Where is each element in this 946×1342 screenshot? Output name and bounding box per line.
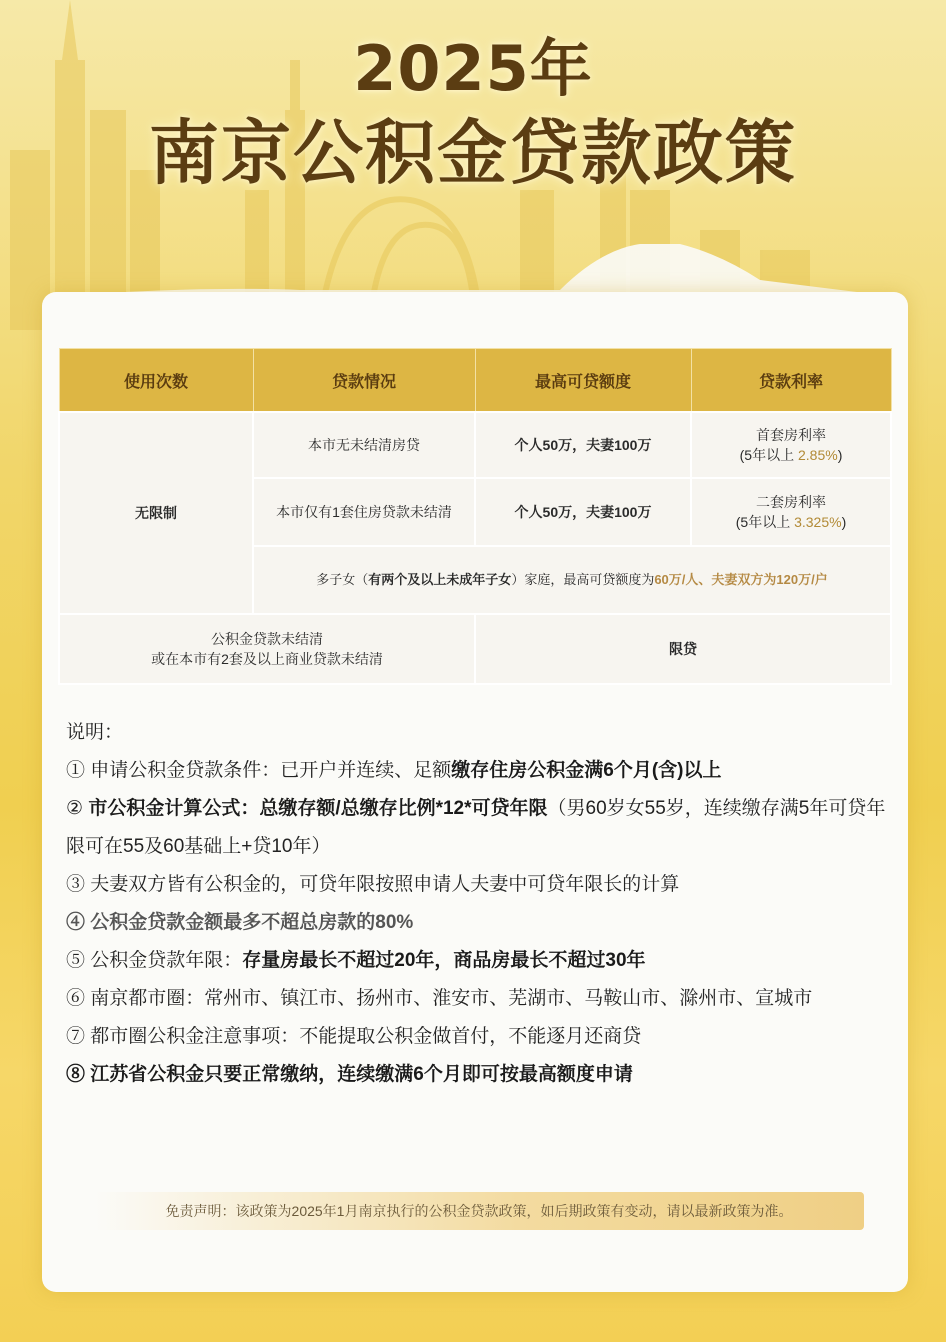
multi-child-part3: ）家庭，最高可贷额度为 — [511, 572, 655, 587]
rate-detail-1 — [693, 445, 889, 465]
cell-multi-child — [253, 546, 891, 614]
header-max-amount: 最高可贷额度 — [475, 349, 691, 413]
note-1-bold: 缴存住房公积金满6个月(含)以上 — [451, 760, 722, 781]
note-5-bold: 存量房最长不超过20年，商品房最长不超过30年 — [242, 950, 646, 971]
cell-amount-2: 个人50万，夫妻100万 — [475, 478, 691, 546]
header-loan-situation: 贷款情况 — [253, 349, 475, 413]
table-row — [59, 412, 891, 478]
note-item-8: ⑧ 江苏省公积金只要正常缴纳，连续缴满6个月即可按最高额度申请 — [66, 1064, 633, 1085]
rate-value-1: 2.85% — [797, 447, 838, 463]
policy-card — [42, 292, 908, 1292]
rate-value-2: 3.325% — [794, 514, 842, 530]
title-block — [0, 30, 946, 198]
note-2-bold: 市公积金计算公式：总缴存额/总缴存比例*12*可贷年限 — [88, 798, 548, 819]
multi-child-part1: 多子女（ — [316, 572, 369, 587]
rate-title-2: 二套房利率 — [756, 494, 826, 510]
note-item-7: ⑦ 都市圈公积金注意事项：不能提取公积金做首付，不能逐月还商贷 — [66, 1026, 642, 1047]
cell-situation-1: 本市无未结清房贷 — [253, 412, 475, 478]
notes-title: 说明： — [66, 722, 124, 743]
table-header-row — [59, 349, 891, 413]
header-usage-count: 使用次数 — [59, 349, 253, 413]
cell-restricted-result: 限贷 — [475, 614, 891, 684]
cell-unlimited: 无限制 — [59, 412, 253, 614]
rate-detail-2 — [693, 512, 889, 532]
rate-title-1: 首套房利率 — [756, 427, 826, 443]
note-2-prefix: ② — [66, 798, 89, 819]
multi-child-part4: 60万/人、夫妻双方为120万/户 — [654, 572, 828, 587]
note-item-5 — [66, 942, 886, 980]
cell-restricted-condition — [59, 614, 475, 684]
disclaimer: 免责声明：该政策为2025年1月南京执行的公积金贷款政策，如后期政策有变动，请以最新政策为准。 — [94, 1192, 864, 1230]
cell-rate-2 — [691, 478, 891, 546]
restricted-line-2: 或在本市有2套及以上商业贷款未结清 — [151, 651, 383, 667]
title-year: 2025年 — [353, 32, 593, 105]
rate-prefix-2: (5年以上 — [735, 514, 795, 530]
note-1-text: ① 申请公积金贷款条件：已开户并连续、足额 — [66, 760, 452, 781]
notes-section — [66, 714, 886, 1094]
rate-prefix-1: (5年以上 — [739, 447, 798, 463]
multi-child-part2: 有两个及以上未成年子女 — [368, 572, 512, 587]
note-item-6: ⑥ 南京都市圈：常州市、镇江市、扬州市、淮安市、芜湖市、马鞍山市、滁州市、宣城市 — [66, 988, 813, 1009]
note-item-2 — [66, 790, 886, 866]
rate-suffix-2: ) — [841, 514, 847, 530]
cell-amount-1: 个人50万，夫妻100万 — [475, 412, 691, 478]
note-item-3: ③ 夫妻双方皆有公积金的，可贷年限按照申请人夫妻中可贷年限长的计算 — [66, 874, 680, 895]
table-row — [59, 614, 891, 684]
rate-suffix-1: ) — [837, 447, 843, 463]
note-item-4: ④ 公积金贷款金额最多不超总房款的80% — [66, 912, 414, 933]
restricted-line-1: 公积金贷款未结清 — [211, 631, 323, 647]
page-title: 南京公积金贷款政策 — [149, 112, 797, 194]
cell-situation-2: 本市仅有1套住房贷款未结清 — [253, 478, 475, 546]
cell-rate-1 — [691, 412, 891, 478]
header-interest-rate: 贷款利率 — [691, 349, 891, 413]
note-5-text: ⑤ 公积金贷款年限： — [66, 950, 243, 971]
note-2-text: （男60岁女55岁，连续缴存满5年可贷年限可在55及60基础上+贷10年） — [66, 798, 886, 857]
note-item-1 — [66, 752, 886, 790]
policy-table — [58, 348, 892, 685]
